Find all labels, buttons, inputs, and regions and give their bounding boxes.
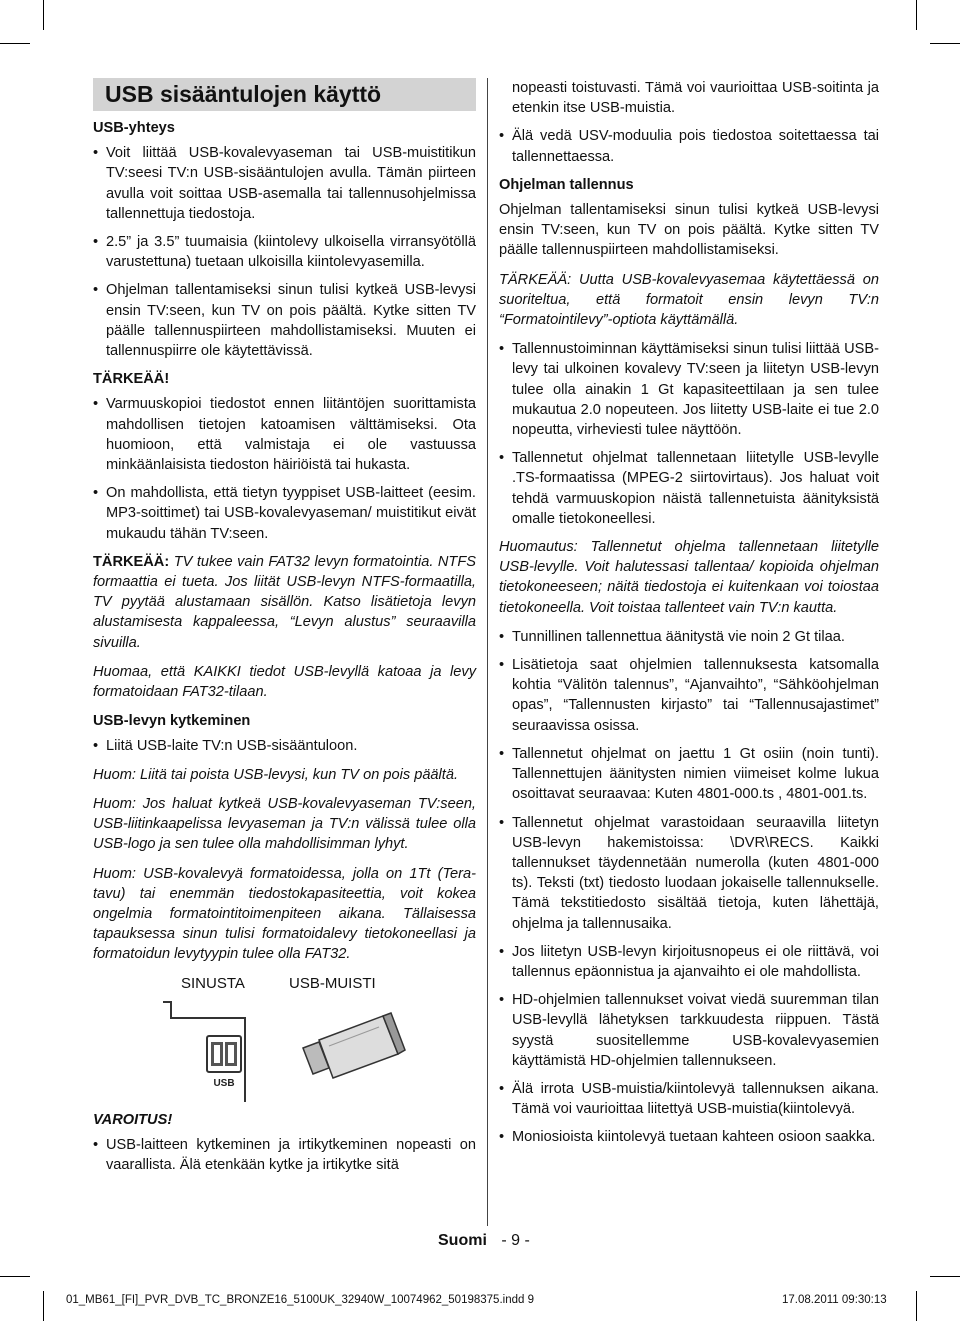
- usb-illustration: [93, 974, 476, 1102]
- list-item: • 2.5” ja 3.5” tuumaisia (kiintolevy ulkoisella virransyötöllä varustettuna) tuetaan ulkoisilla kiintolevyasemilla.: [93, 232, 476, 272]
- drag-warning-list: [499, 126, 879, 166]
- fat32-label: TÄRKEÄÄ:: [93, 553, 170, 570]
- page-footer: [438, 1232, 530, 1250]
- list-item: • Voit liittää USB-kovalevyaseman tai USB-muistitikun TV:seesi TV:n USB-sisääntulojen avulla. Tämän piirteen avulla voit soittaa USB-asemalla tai tallennusohjelmissa tallennettuja tiedostoja.: [93, 143, 476, 224]
- column-divider: [487, 78, 488, 1226]
- usb-connection-heading: USB-yhteys: [93, 120, 175, 136]
- usb-port-text: USB: [213, 1077, 235, 1089]
- crop-mark-bottom-left: [43, 1291, 44, 1321]
- playback-note: Huomautus: Tallennetut ohjelma tallennetaan liitetylle USB-levylle. Voit halutessasi tallentaa/ kopioida ohjelman tietokoneeseen; näitä tiedostoja ei kuitenkaan voi toiostaa tietokoneella. Voit toistaa tallenteet vain TV:n kautta.: [499, 539, 879, 616]
- figure-label-side: SINUSTA: [181, 974, 245, 992]
- connect-list: [93, 736, 476, 756]
- figure-label-stick: USB-MUISTI: [289, 974, 376, 992]
- footer-language: Suomi: [438, 1232, 487, 1249]
- crop-mark-top-right-h: [930, 43, 960, 44]
- list-item: • HD-ohjelmien tallennukset voivat viedä suuremman tilan USB-levyllä lähetyksen tarkkuudesta riippuen. Tästä syystä suositellemme USB-kovalevyasemien käyttämistä HD-ohjelmien tallennukseen.: [499, 990, 879, 1071]
- print-slug-date: 17.08.2011 09:30:13: [782, 1294, 887, 1306]
- recording-list-2: [499, 627, 879, 1148]
- important-heading: TÄRKEÄÄ!: [93, 371, 170, 388]
- recording-text: Ohjelman tallentamiseksi sinun tulisi kytkeä USB-levysi ensin TV:seen, kun TV on pois päältä. Kytke sitten TV päälle tallennuspiirteen mahdollistamiseksi.: [499, 202, 879, 259]
- left-column: [93, 78, 476, 1183]
- list-item: • On mahdollista, että tietyn tyyppiset USB-laitteet (eesim. MP3-soittimet) tai USB-kovalevyaseman/ muistitikut eivät mukaudu tähän TV:seen.: [93, 483, 476, 544]
- note-format: Huom: USB-kovalevyä formatoidessa, jolla on 1Tt (Tera-tavu) tai enemmän tiedostokapasiteettia, voit kokea ongelmia formatointitoimenpiteen aikana. Tällaisessa tapauksessa sinun tulisi formatoidalevy tietokoneellasi ja formatoidun levytyypin tulee olla FAT32.: [93, 865, 476, 963]
- list-item: • Varmuuskopioi tiedostot ennen liitäntöjen suorittamista mahdollisen tietojen katoamisen välttämiseksi. Ota huomioon, että valmistaja ei ole vastuussa minkäänlaisista tiedoston häiriöistä tai hukasta.: [93, 394, 476, 475]
- recording-heading: Ohjelman tallennus: [499, 176, 634, 193]
- title-bar: [93, 78, 476, 111]
- list-item: • Lisätietoja saat ohjelmien tallennuksesta katsomalla kohtia “Välitön talennus”, “Ajanvaihto”, “Sähköohjelman opas”, “Tallennusten kirjasto” tai “Tallennusajastimet” seuraavissa osissa.: [499, 655, 879, 736]
- right-column: [499, 78, 879, 1156]
- crop-mark-top-left: [43, 0, 44, 30]
- list-item: • USB-laitteen kytkeminen ja irtikytkeminen nopeasti on vaarallista. Älä etenkään kytke ja irtikytke sitä: [93, 1135, 476, 1175]
- crop-mark-top-right: [916, 0, 917, 30]
- list-item: • Tallennetut ohjelmat varastoidaan seuraavilla liitetyn USB-levyn hakemistoissa: \DVR\RECS. Kaikki tallennukset täydennetään numerolla (kuten 4801-000 ts). Teksti (txt) tiedosto luodaan jokaiselle tallennukselle. Tämä tekstitiedosto sisältää tietoja, kuten lähettäjä, ohjelma ja tallennusaika.: [499, 813, 879, 934]
- data-loss-note: Huomaa, että KAIKKI tiedot USB-levyllä katoaa ja levy formatoidaan FAT32-tilaan.: [93, 663, 476, 701]
- fat32-note: [93, 552, 476, 653]
- list-item: • Tallennetut ohjelmat tallennetaan liitetylle USB-levylle .TS-formaatissa (MPEG-2 siirtovirtaus). Jos haluat voit tehdä varmuuskopion näistä tallennetuista äänityksistä omalle tietokoneellesi.: [499, 448, 879, 529]
- list-item: • Älä vedä USV-moduulia pois tiedostoa soitettaessa tai tallennettaessa.: [499, 126, 879, 166]
- list-item: • Ohjelman tallentamiseksi sinun tulisi kytkeä USB-levysi ensin TV:seen, kun TV on pois päältä. Kytke sitten TV päälle tallennuspiirteen mahdollistamiseksi. Muuten ei tallennuspiirre ole käytettävissä.: [93, 280, 476, 361]
- page-number: - 9 -: [501, 1232, 530, 1249]
- usb-connection-figure: [93, 974, 476, 1102]
- warning-list: [93, 1135, 476, 1175]
- continued-text: nopeasti toistuvasti. Tämä voi vaurioittaa USB-soitinta ja etenkin itse USB-muistia.: [512, 80, 879, 117]
- usb-connection-list: [93, 143, 476, 361]
- print-slug-file: 01_MB61_[FI]_PVR_DVB_TC_BRONZE16_5100UK_32940W_10074962_50198375.indd 9: [66, 1294, 534, 1306]
- crop-mark-bottom-right: [916, 1291, 917, 1321]
- connect-heading: USB-levyn kytkeminen: [93, 713, 251, 730]
- list-item: • Jos liitetyn USB-levyn kirjoitusnopeus ei ole riittävä, voi tallennus epäonnistua ja ajanvaihto ei ole mahdollista.: [499, 942, 879, 982]
- crop-mark-top-left-h: [0, 43, 30, 44]
- list-item: • Tunnillinen tallennettua äänitystä vie noin 2 Gt tilaa.: [499, 627, 879, 647]
- warning-heading: VAROITUS!: [93, 1111, 173, 1128]
- list-item: • Tallennetut ohjelmat on jaettu 1 Gt osiin (noin tunti). Tallennettujen äänitysten nimien viimeiset kolme lukua osoittavat seuraavaa: Kuten 4801-000.ts , 4801-001.ts.: [499, 744, 879, 805]
- list-item: • Liitä USB-laite TV:n USB-sisääntuloon.: [93, 736, 476, 756]
- important-list: [93, 394, 476, 543]
- note-power-off: Huom: Liitä tai poista USB-levysi, kun TV on pois päältä.: [93, 766, 459, 783]
- list-item: • Älä irrota USB-muistia/kiintolevyä tallennuksen aikana. Tämä voi vaurioittaa liitettyä USB-muistia(kiintolevyä.: [499, 1079, 879, 1119]
- recording-list-1: [499, 339, 879, 529]
- note-cable: Huom: Jos haluat kytkeä USB-kovalevyaseman TV:seen, USB-liitinkaapelissa levyaseman ja TV:n välissä tulee olla USB-logo ja sen tulee olla mahdollisimman lyhyt.: [93, 795, 476, 853]
- list-item: • Tallennustoiminnan käyttämiseksi sinun tulisi liittää USB-levy tai ulkoinen kovalevy TV:seen ja liitetyn USB-levyn tulee olla ainakin 1 Gt kapasiteettilaan ja sen tulee mukautua 2.0 nopeuteen. Jos liitetty USB-laite ei tue 2.0 nopeutta, virheviesti tulee näyttöön.: [499, 339, 879, 440]
- crop-mark-bottom-left-h: [0, 1276, 30, 1277]
- fat32-text: TV tukee vain FAT32 levyn formatointia. NTFS formaattia ei tueta. Jos liität USB-levyn NTFS-formaatilla, TV pyytää alustamaan sisällön. Katso lisätietoja levyn alustamisesta kappaleessa, “Levyn alustus” seuraavilla sivuilla.: [93, 553, 476, 651]
- page-title: USB sisääntulojen käyttö: [105, 81, 382, 107]
- usb-stick-icon: [303, 1013, 405, 1078]
- list-item: • Moniosioista kiintolevyä tuetaan kahteen osioon saakka.: [499, 1127, 879, 1147]
- crop-mark-bottom-right-h: [930, 1276, 960, 1277]
- format-important-note: TÄRKEÄÄ: Uutta USB-kovalevyasemaa käytettäessä on suoriteltua, että formatoit ensin levyn TV:n “Formatointilevy”-optiota käyttämällä.: [499, 271, 879, 329]
